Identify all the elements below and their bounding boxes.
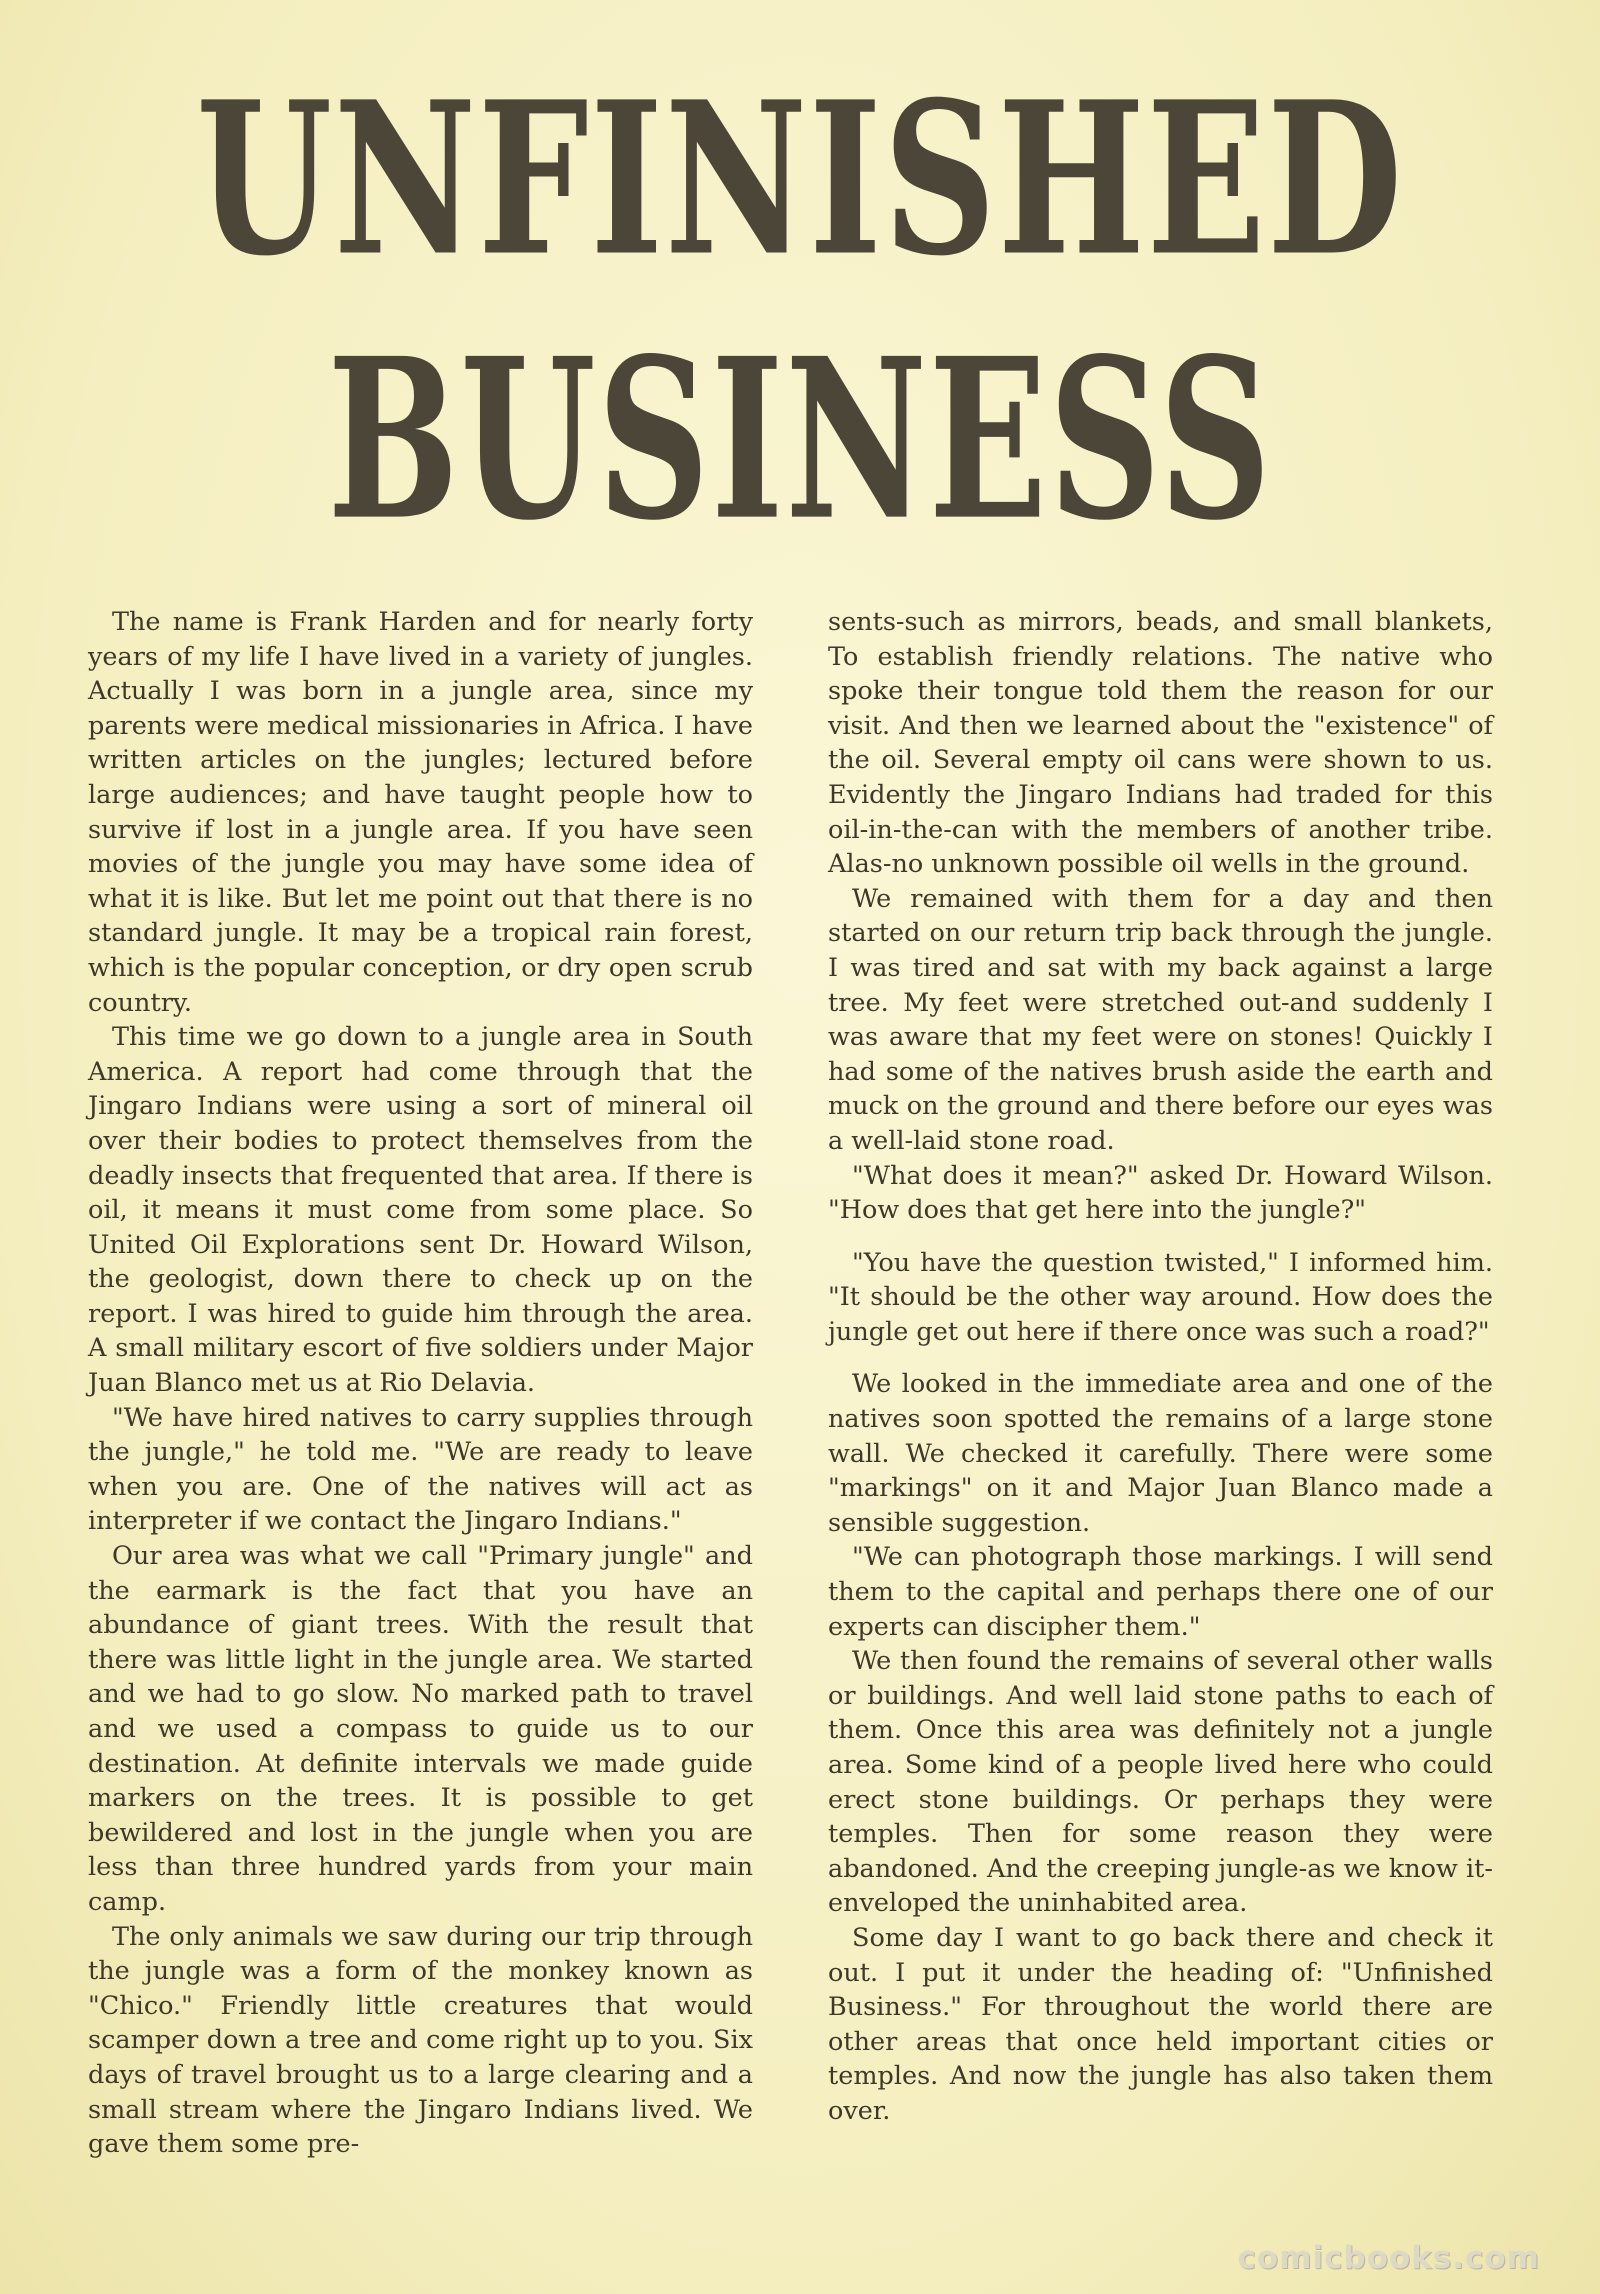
- headline-line-2: BUSINESS: [327, 309, 1273, 570]
- article-paragraph: We remained with them for a day and then started on our return trip back through the jungle. I was tired and sat with my back against a large tree. My feet were stretched out-and suddenly I was aware that my feet were on stones! Quickly I had some of the natives brush aside the earth and muck on the ground and there before our eyes was a well-laid stone road.: [828, 883, 1493, 1156]
- text-column-left: [88, 605, 753, 2162]
- article-paragraph: This time we go down to a jungle area in South America. A report had come through that the Jingaro Indians were using a sort of mineral oil over their bodies to protect themselves from the deadly insects that frequented that area. If there is oil, it means it must come from some place. So United Oil Explorations sent Dr. Howard Wilson, the geologist, down there to check up on the report. I was hired to guide him through the area. A small military escort of five soldiers under Major Juan Blanco met us at Rio Delavia.: [88, 1022, 753, 1399]
- article-paragraph: Some day I want to go back there and check it out. I put it under the heading of: "Unfinished Business." For throughout the world there are other areas that once held important cities or temples. And now the jungle has also taken them over.: [828, 1922, 1493, 2126]
- watermark-text: comicbooks.com: [1237, 2240, 1540, 2276]
- article-paragraph: "What does it mean?" asked Dr. Howard Wilson. "How does that get here into the jungle?": [828, 1160, 1493, 1226]
- headline-line-1: UNFINISHED: [196, 56, 1404, 303]
- article-paragraph: sents-such as mirrors, beads, and small blankets, To establish friendly relations. The native who spoke their tongue told them the reason for our visit. And then we learned about the "existence" of the oil. Several empty oil cans were shown to us. Evidently the Jingaro Indians had traded for this oil-in-the-can with the members of another tribe. Alas-no unknown possible oil wells in the ground.: [828, 607, 1493, 880]
- article-paragraph: The name is Frank Harden and for nearly forty years of my life I have lived in a variety of jungles. Actually I was born in a jungle area, since my parents were medical missionaries in Africa. I have written articles on the jungles; lectured before large audiences; and have taught people how to survive if lost in a jungle area. If you have seen movies of the jungle you may have some idea of what it is like. But let me point out that there is no standard jungle. It may be a tropical rain forest, which is the popular conception, or dry open scrub country.: [88, 607, 753, 1018]
- article-paragraph: "We can photograph those markings. I will send them to the capital and perhaps there one of our experts can discipher them.": [828, 1542, 1493, 1642]
- text-column-right: [828, 605, 1493, 2129]
- article-paragraph: "You have the question twisted," I informed him. "It should be the other way around. How does the jungle get out here if there once was such a road?": [828, 1247, 1493, 1347]
- article-paragraph: "We have hired natives to carry supplies through the jungle," he told me. "We are ready to leave when you are. One of the natives will act as interpreter if we contact the Jingaro Indians.": [88, 1402, 753, 1537]
- article-paragraph: The only animals we saw during our trip through the jungle was a form of the monkey known as "Chico." Friendly little creatures that would scamper down a tree and come right up to you. Six days of travel brought us to a large clearing and a small stream where the Jingaro Indians lived. We gave them some pre-: [88, 1921, 753, 2160]
- article-paragraph: We then found the remains of several other walls or buildings. And well laid stone paths to each of them. Once this area was definitely not a jungle area. Some kind of a people lived here who could erect stone buildings. Or perhaps they were temples. Then for some reason they were abandoned. And the creeping jungle-as we know it-enveloped the uninhabited area.: [828, 1646, 1493, 1919]
- article-paragraph: We looked in the immediate area and one of the natives soon spotted the remains of a large stone wall. We checked it carefully. There were some "markings" on it and Major Juan Blanco made a sensible suggestion.: [828, 1369, 1493, 1538]
- article-paragraph: Our area was what we call "Primary jungle" and the earmark is the fact that you have an abundance of giant trees. With the result that there was little light in the jungle area. We started and we had to go slow. No marked path to travel and we used a compass to guide us to our destination. At definite intervals we made guide markers on the trees. It is possible to get bewildered and lost in the jungle when you are less than three hundred yards from your main camp.: [88, 1541, 753, 1917]
